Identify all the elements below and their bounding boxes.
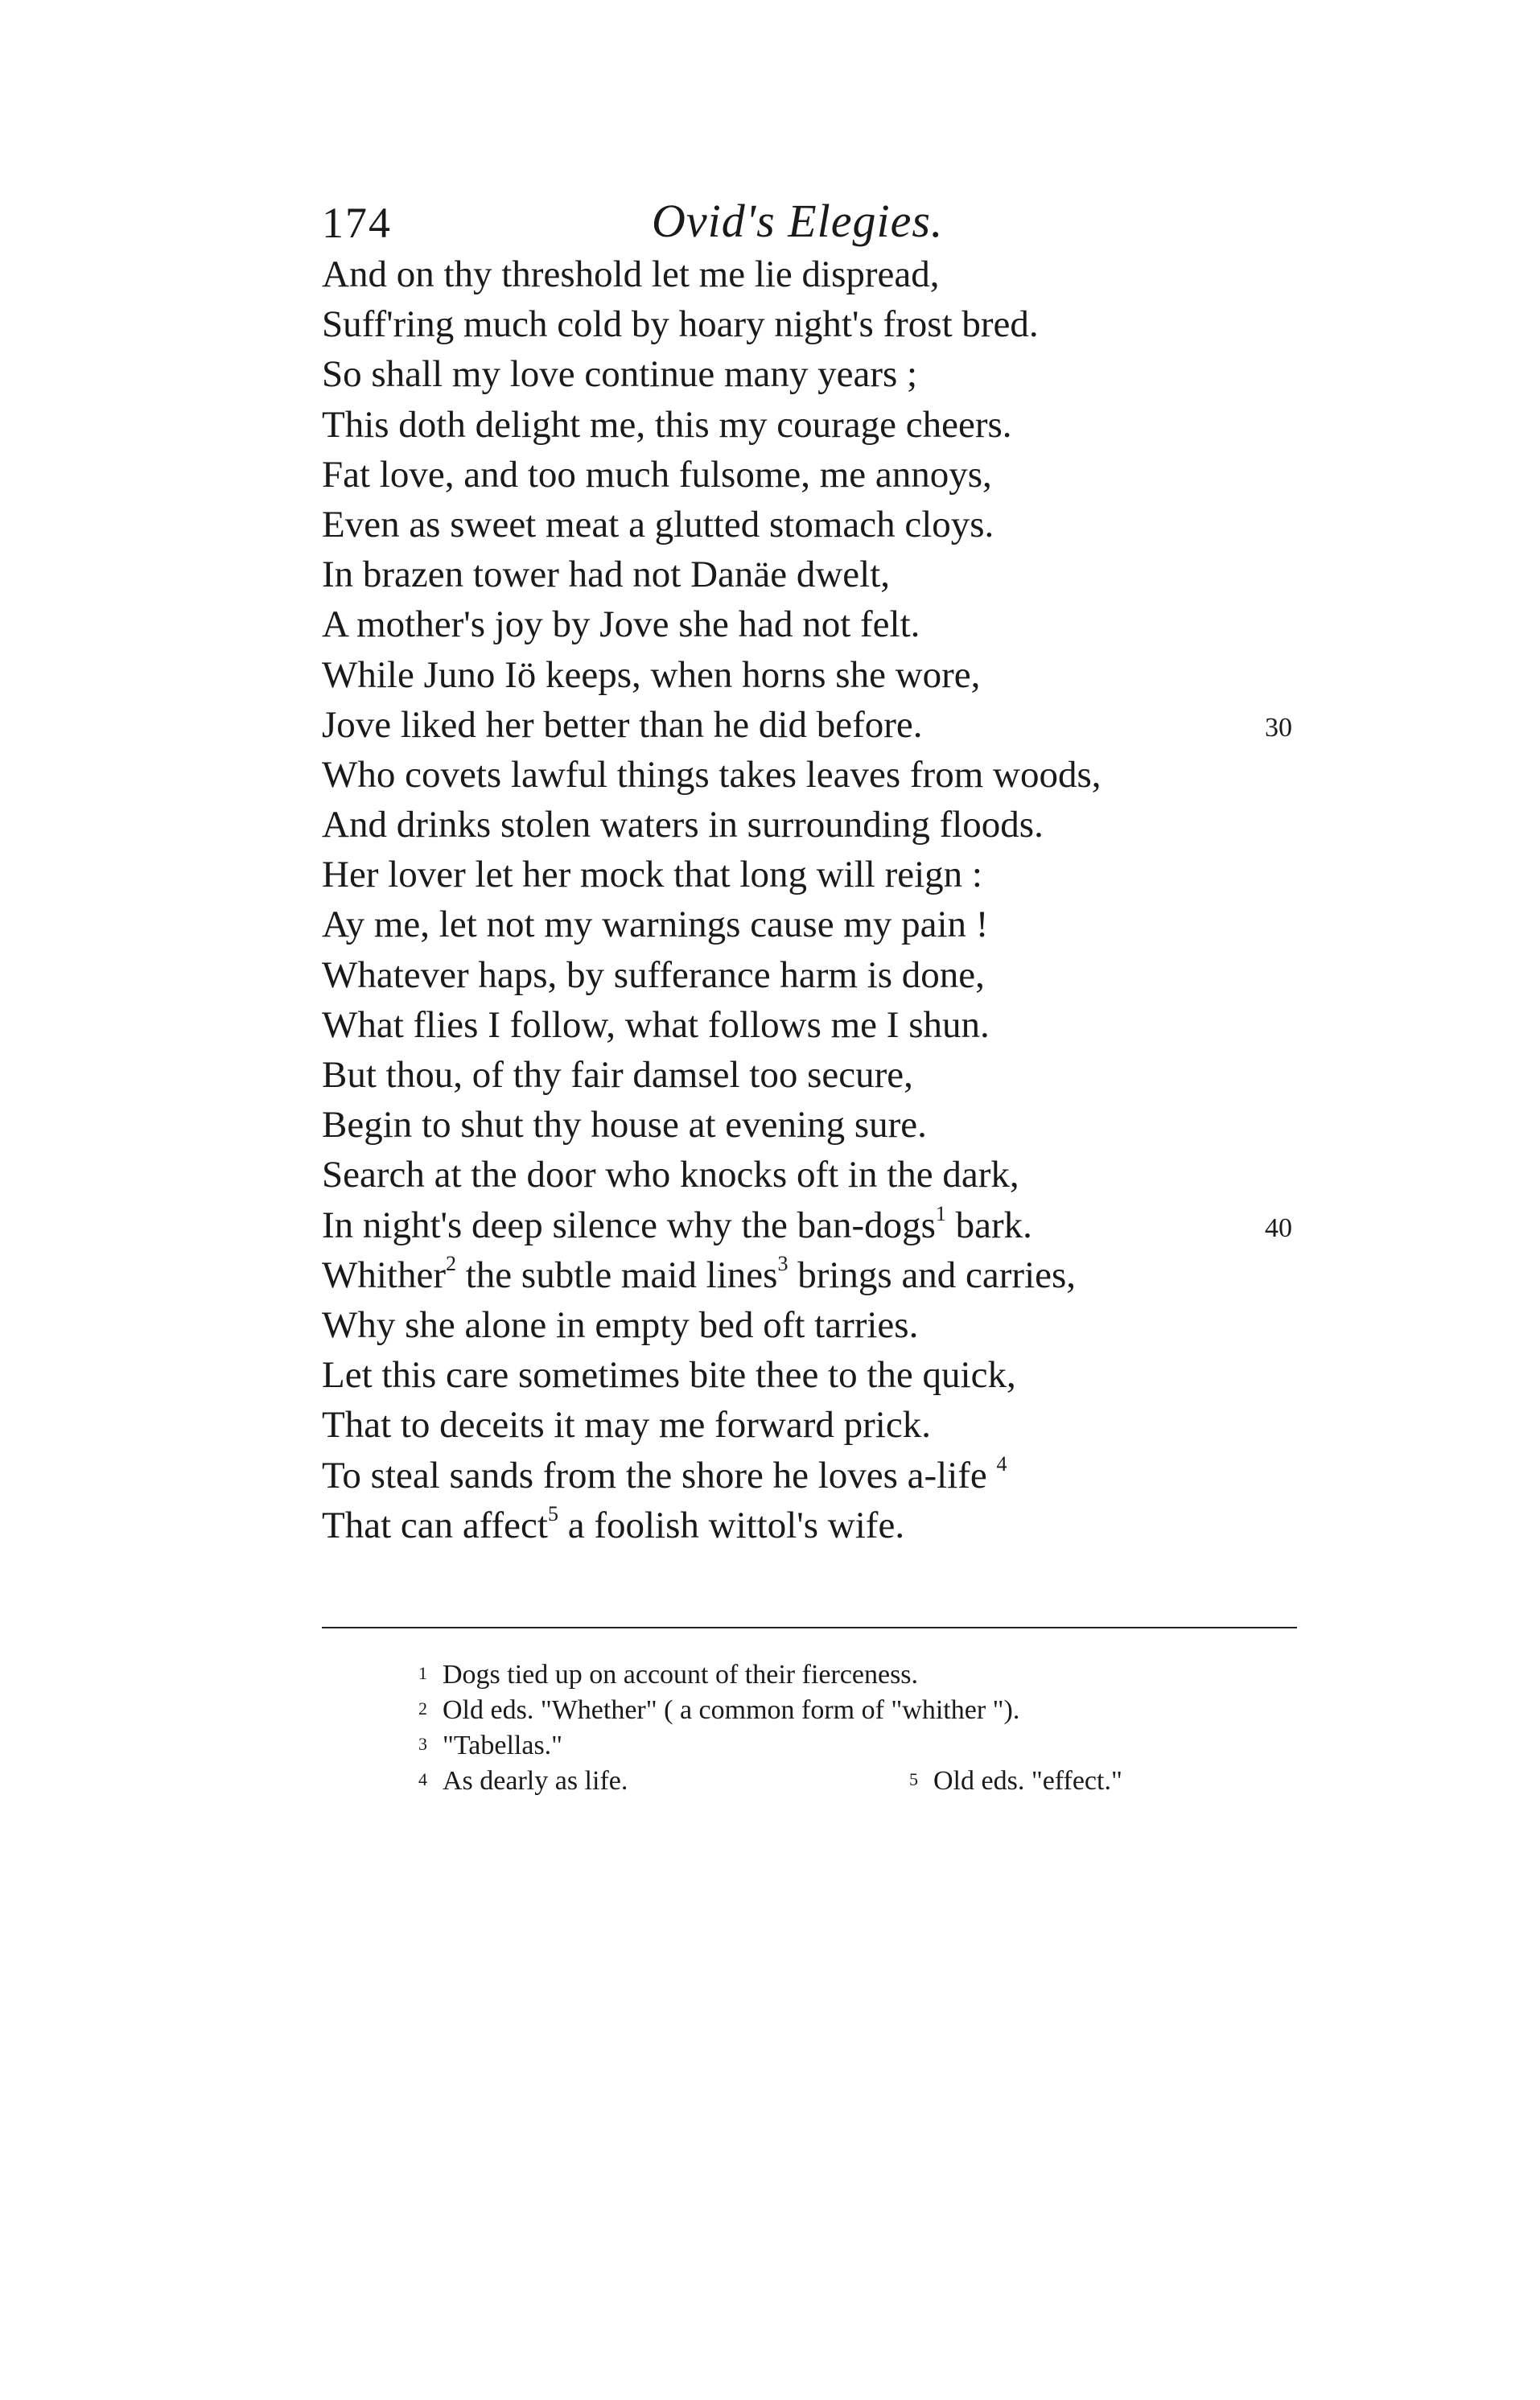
- poem-line: This doth delight me, this my courage cheers.: [322, 403, 1012, 446]
- footnote-ref: 4: [996, 1451, 1007, 1476]
- poem-line: Ay me, let not my warnings cause my pain !: [322, 904, 989, 946]
- footnote-divider: [322, 1627, 1297, 1628]
- poem-line: In brazen tower had not Danäe dwelt,: [322, 554, 891, 596]
- poem-line: But thou, of thy fair damsel too secure,: [322, 1054, 913, 1096]
- footnote: 5 Old eds. "effect.": [909, 1764, 1122, 1799]
- poem-line: And on thy threshold let me lie dispread,: [322, 253, 940, 295]
- footnote-mark: 3: [418, 1734, 427, 1754]
- poem-line: In night's deep silence why the ban-dogs$^1$ bark. 40: [322, 1200, 1368, 1250]
- poem-line: Whatever haps, by sufferance harm is done,: [322, 953, 985, 996]
- poem-line: While Juno Iö keeps, when horns she wore,: [322, 653, 981, 696]
- footnotes: [418, 1657, 1303, 1799]
- poem-line: Suff'ring much cold by hoary night's frost bred.: [322, 303, 1039, 346]
- poem-line: To steal sands from the shore he loves a-life $^4$: [322, 1451, 1007, 1496]
- poem-line: That to deceits it may me forward prick.: [322, 1404, 931, 1447]
- poem-line: So shall my love continue many years ;: [322, 353, 918, 396]
- footnote-mark: 2: [418, 1698, 427, 1719]
- footnote: 2 Old eds. "Whether" ( a common form of "whither ").: [418, 1693, 1303, 1728]
- poem-line: Whither$^2$ the subtle maid lines$^3$ brings and carries,: [322, 1252, 1077, 1296]
- footnote-ref: 2: [446, 1252, 456, 1276]
- poem-line: Let this care sometimes bite thee to the quick,: [322, 1354, 1016, 1397]
- poem-line: Begin to shut thy house at evening sure.: [322, 1104, 927, 1146]
- running-title: Ovid's Elegies.: [652, 195, 944, 247]
- poem-line: And drinks stolen waters in surrounding floods.: [322, 804, 1044, 846]
- poem-line: Fat love, and too much fulsome, me annoys,: [322, 453, 992, 496]
- poem-body: [322, 249, 1368, 1550]
- poem-line: What flies I follow, what follows me I shun.: [322, 1003, 990, 1046]
- line-number: 40: [1265, 1212, 1292, 1243]
- poem-line: Who covets lawful things takes leaves from woods,: [322, 753, 1101, 796]
- poem-line: That can affect$^5$ a foolish wittol's wife.: [322, 1502, 905, 1546]
- footnote: 3 "Tabellas.": [418, 1728, 1303, 1764]
- poem-line: Why she alone in empty bed oft tarries.: [322, 1303, 919, 1346]
- poem-line: Her lover let her mock that long will reign :: [322, 854, 982, 896]
- poem-line: Even as sweet meat a glutted stomach cloys.: [322, 503, 994, 545]
- poem-line: Search at the door who knocks oft in the dark,: [322, 1154, 1019, 1196]
- footnote: 4 As dearly as life. 5 Old eds. "effect.": [418, 1764, 1303, 1799]
- footnote-mark: 4: [418, 1769, 427, 1789]
- footnote-mark: 1: [418, 1663, 427, 1683]
- footnote-mark: 5: [909, 1769, 918, 1789]
- line-number: 30: [1265, 712, 1292, 743]
- footnote: 1 Dogs tied up on account of their fierceness.: [418, 1657, 1303, 1693]
- poem-line: Jove liked her better than he did before. 30: [322, 700, 1368, 750]
- poem-line: A mother's joy by Jove she had not felt.: [322, 603, 920, 646]
- page-number: 174: [322, 199, 392, 247]
- footnote-ref: 5: [547, 1502, 558, 1526]
- footnote-ref: 3: [777, 1252, 789, 1276]
- footnote-ref: 1: [935, 1201, 946, 1225]
